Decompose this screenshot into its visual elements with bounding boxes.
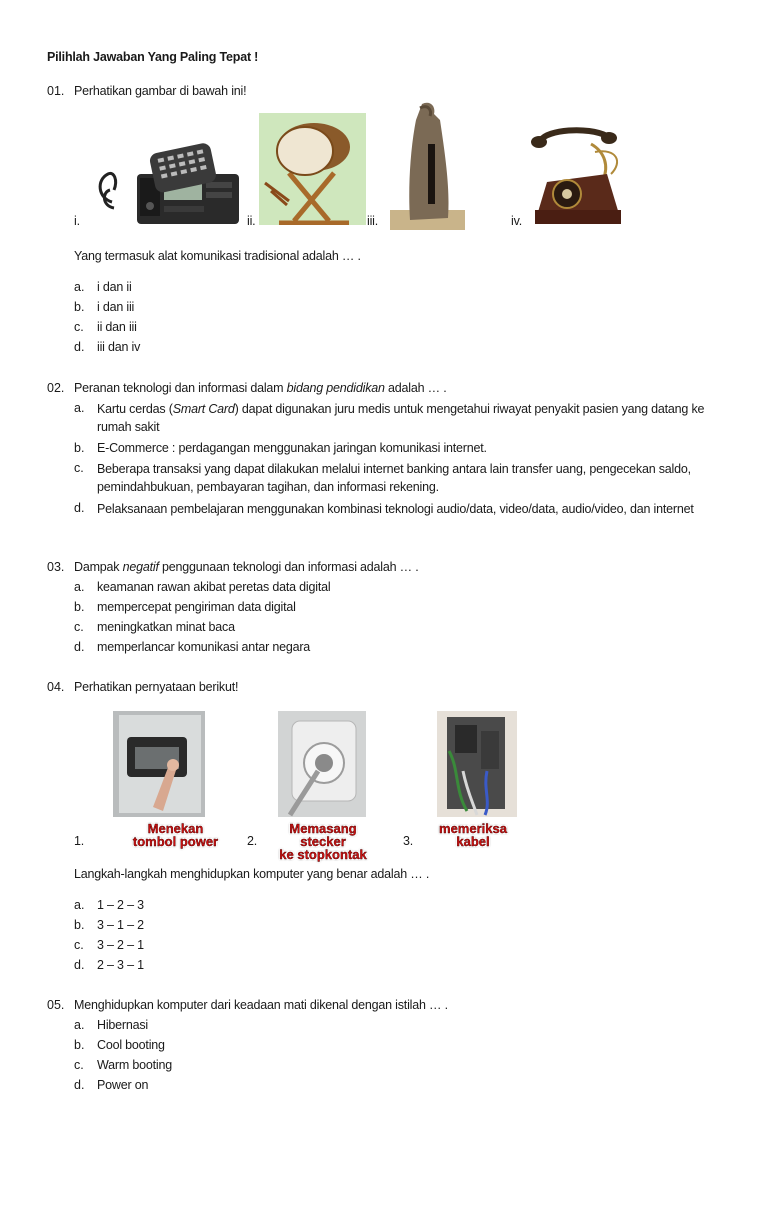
option-letter: b.: [74, 300, 85, 314]
question-text: Menghidupkan komputer dari keadaan mati dikenal dengan istilah … .: [74, 998, 448, 1012]
option-text: keamanan rawan akibat peretas data digital: [97, 580, 331, 594]
image-label-ii: ii.: [247, 214, 256, 228]
option-letter: c.: [74, 620, 84, 634]
option-letter: c.: [74, 938, 84, 952]
option-text: Beberapa transaksi yang dapat dilakukan melalui internet banking antara lain transfer uang, pengecekan saldo, pemindahbukuan, pembayaran tagihan, dan informasi rekening.: [97, 462, 691, 494]
question-text: Peranan teknologi dan informasi dalam bidang pendidikan adalah … .: [74, 381, 447, 395]
option-letter: c.: [74, 461, 84, 475]
option-letter: d.: [74, 340, 85, 354]
press-power-button-image: [113, 711, 205, 817]
option-letter: a.: [74, 280, 85, 294]
question-prompt: Langkah-langkah menghidupkan komputer yang benar adalah … .: [74, 867, 430, 881]
question-prompt: Yang termasuk alat komunikasi tradisional adalah … .: [74, 249, 361, 263]
option-text: memperlancar komunikasi antar negara: [97, 640, 311, 654]
option-text: 3 – 2 – 1: [97, 938, 144, 952]
option-letter: d.: [74, 1078, 85, 1092]
option-letter: b.: [74, 600, 85, 614]
option-letter: d.: [74, 640, 85, 654]
option-text: mempercepat pengiriman data digital: [97, 600, 296, 614]
kentongan-image: [390, 100, 465, 230]
question-text: Dampak negatif penggunaan teknologi dan informasi adalah … .: [74, 560, 419, 574]
option-text: E-Commerce : perdagangan menggunakan jaringan komunikasi internet.: [97, 441, 487, 455]
question-text: Perhatikan pernyataan berikut!: [74, 680, 239, 694]
option-letter: b.: [74, 918, 85, 932]
question-number: 04.: [47, 680, 65, 694]
option-letter: d.: [74, 958, 85, 972]
option-text: ii dan iii: [97, 320, 137, 334]
option-text: Warm booting: [97, 1058, 172, 1072]
option-text: Pelaksanaan pembelajaran menggunakan kombinasi teknologi audio/data, video/data, audio/video, dan internet: [97, 502, 694, 516]
image-label-iv: iv.: [511, 214, 522, 228]
option-text: 3 – 1 – 2: [97, 918, 144, 932]
question-number: 01.: [47, 84, 65, 98]
question-number: 05.: [47, 998, 65, 1012]
image-label-2: 2.: [247, 834, 258, 848]
caption-1: Menekan tombol power: [132, 821, 219, 849]
caption-2: Memasang stecker ke stopkontak: [279, 821, 367, 862]
page-title: Pilihlah Jawaban Yang Paling Tepat !: [47, 50, 259, 64]
image-label-1: 1.: [74, 834, 85, 848]
option-text: Cool booting: [97, 1038, 165, 1052]
option-text: i dan iii: [97, 300, 135, 314]
drum-image: [259, 113, 366, 225]
option-text: meningkatkan minat baca: [97, 620, 235, 634]
option-letter: c.: [74, 320, 84, 334]
option-letter: b.: [74, 441, 85, 455]
antique-telephone-image: [527, 122, 627, 230]
option-text: i dan ii: [97, 280, 132, 294]
option-letter: a.: [74, 1018, 85, 1032]
option-text: Kartu cerdas (Smart Card) dapat digunakan juru medis untuk mengetahui riwayat penyakit pasien yang datang ke rumah sakit: [97, 402, 705, 434]
option-letter: d.: [74, 501, 85, 515]
option-text: Power on: [97, 1078, 149, 1092]
plug-socket-image: [278, 711, 366, 817]
option-text: Hibernasi: [97, 1018, 149, 1032]
option-letter: a.: [74, 401, 85, 415]
question-text: Perhatikan gambar di bawah ini!: [74, 84, 247, 98]
option-letter: b.: [74, 1038, 85, 1052]
option-text: iii dan iv: [97, 340, 141, 354]
option-letter: a.: [74, 580, 85, 594]
radio-transceiver-image: [92, 140, 242, 228]
option-letter: a.: [74, 898, 85, 912]
option-text: 1 – 2 – 3: [97, 898, 144, 912]
image-label-iii: iii.: [367, 214, 379, 228]
question-number: 02.: [47, 381, 65, 395]
question-number: 03.: [47, 560, 65, 574]
image-label-3: 3.: [403, 834, 414, 848]
option-text: 2 – 3 – 1: [97, 958, 144, 972]
caption-3: memeriksa kabel: [439, 821, 507, 849]
image-label-i: i.: [74, 214, 80, 228]
option-letter: c.: [74, 1058, 84, 1072]
check-cables-image: [437, 711, 517, 817]
